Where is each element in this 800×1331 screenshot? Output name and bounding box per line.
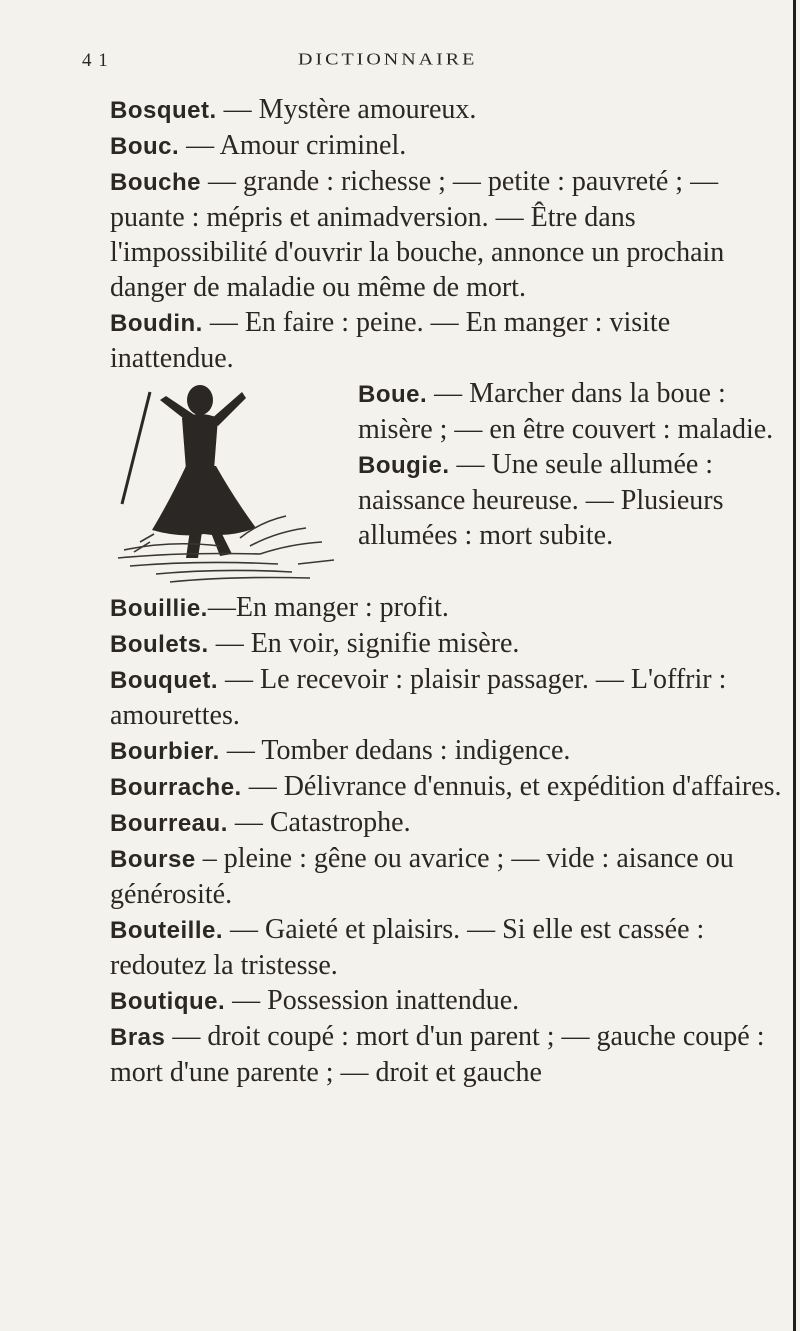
entry-definition: — Mystère amoureux. <box>216 94 477 125</box>
dictionary-entry <box>110 92 790 128</box>
dictionary-entry <box>110 733 790 769</box>
entry-term: Bouteille. <box>110 917 224 944</box>
entries-bottom <box>110 590 790 1090</box>
entries-wrapped <box>358 376 790 553</box>
dictionary-entry <box>358 376 790 447</box>
dictionary-entry <box>110 912 790 983</box>
entry-definition: — Tomber dedans : indigence. <box>219 735 571 766</box>
page-number: 4 1 <box>82 50 109 71</box>
dictionary-entry <box>110 1019 790 1090</box>
entry-definition: —En manger : profit. <box>207 592 449 623</box>
entry-term: Bourbier. <box>110 738 220 765</box>
entry-term: Bouillie. <box>110 595 208 622</box>
figure-wrap-block <box>110 376 790 590</box>
entries-top <box>110 92 790 376</box>
dictionary-entry <box>110 805 790 841</box>
dictionary-entry <box>358 447 790 553</box>
entry-definition: — Possession inattendue. <box>225 985 520 1016</box>
dictionary-entry <box>110 983 790 1019</box>
dictionary-entry <box>110 626 790 662</box>
entry-definition: — En faire : peine. — En manger : visite inattendue. <box>110 307 671 374</box>
mud-walking-figure-icon <box>110 382 340 588</box>
dictionary-entry <box>110 769 790 805</box>
entry-definition: — Catastrophe. <box>227 807 411 838</box>
entry-definition: — droit coupé : mort d'un parent ; — gauche coupé : mort d'une parente ; — droit et gauche <box>110 1021 765 1088</box>
entry-definition: — Une seule allumée : naissance heureuse. — Plusieurs allumées : mort subite. <box>358 449 724 551</box>
entry-definition: — Le recevoir : plaisir passager. — L'offrir : amourettes. <box>110 664 727 731</box>
dictionary-entry <box>110 590 790 626</box>
entry-definition: — Marcher dans la boue : misère ; — en être couvert : maladie. <box>358 378 774 445</box>
entry-term: Boudin. <box>110 310 203 337</box>
dictionary-entry <box>110 662 790 733</box>
dictionary-entry <box>110 305 790 376</box>
entry-term: Bourse <box>110 846 196 873</box>
dictionary-entry <box>110 128 790 164</box>
entry-definition: – pleine : gêne ou avarice ; — vide : aisance ou générosité. <box>110 843 734 910</box>
dictionary-entry <box>110 164 790 305</box>
running-title: DICTIONNAIRE <box>298 50 478 69</box>
entry-term: Boue. <box>358 381 428 408</box>
entry-term: Boulets. <box>110 631 209 658</box>
entry-term: Bouche <box>110 169 202 196</box>
entry-term: Bras <box>110 1024 166 1051</box>
page-edge-rule <box>793 0 796 1331</box>
entry-definition: — Gaieté et plaisirs. — Si elle est cassée : redoutez la tristesse. <box>110 914 705 981</box>
entry-term: Bouquet. <box>110 667 218 694</box>
entry-term: Bougie. <box>358 452 450 479</box>
entry-term: Bosquet. <box>110 97 217 124</box>
entry-definition: — grande : richesse ; — petite : pauvreté ; — puante : mépris et animadversion. — Être dans l'impossibilité d'ouvrir la bouche, annonce un prochain danger de maladie ou même de mort. <box>110 166 725 303</box>
entry-definition: — Délivrance d'ennuis, et expédition d'affaires. <box>241 771 782 802</box>
entry-term: Boutique. <box>110 988 226 1015</box>
entry-definition: — Amour criminel. <box>179 130 407 161</box>
entry-definition: — En voir, signifie misère. <box>208 628 520 659</box>
entry-term: Bourreau. <box>110 810 228 837</box>
entry-term: Bourrache. <box>110 774 242 801</box>
entry-term: Bouc. <box>110 133 180 160</box>
dictionary-entry <box>110 841 790 912</box>
dictionary-entries <box>110 92 790 1090</box>
